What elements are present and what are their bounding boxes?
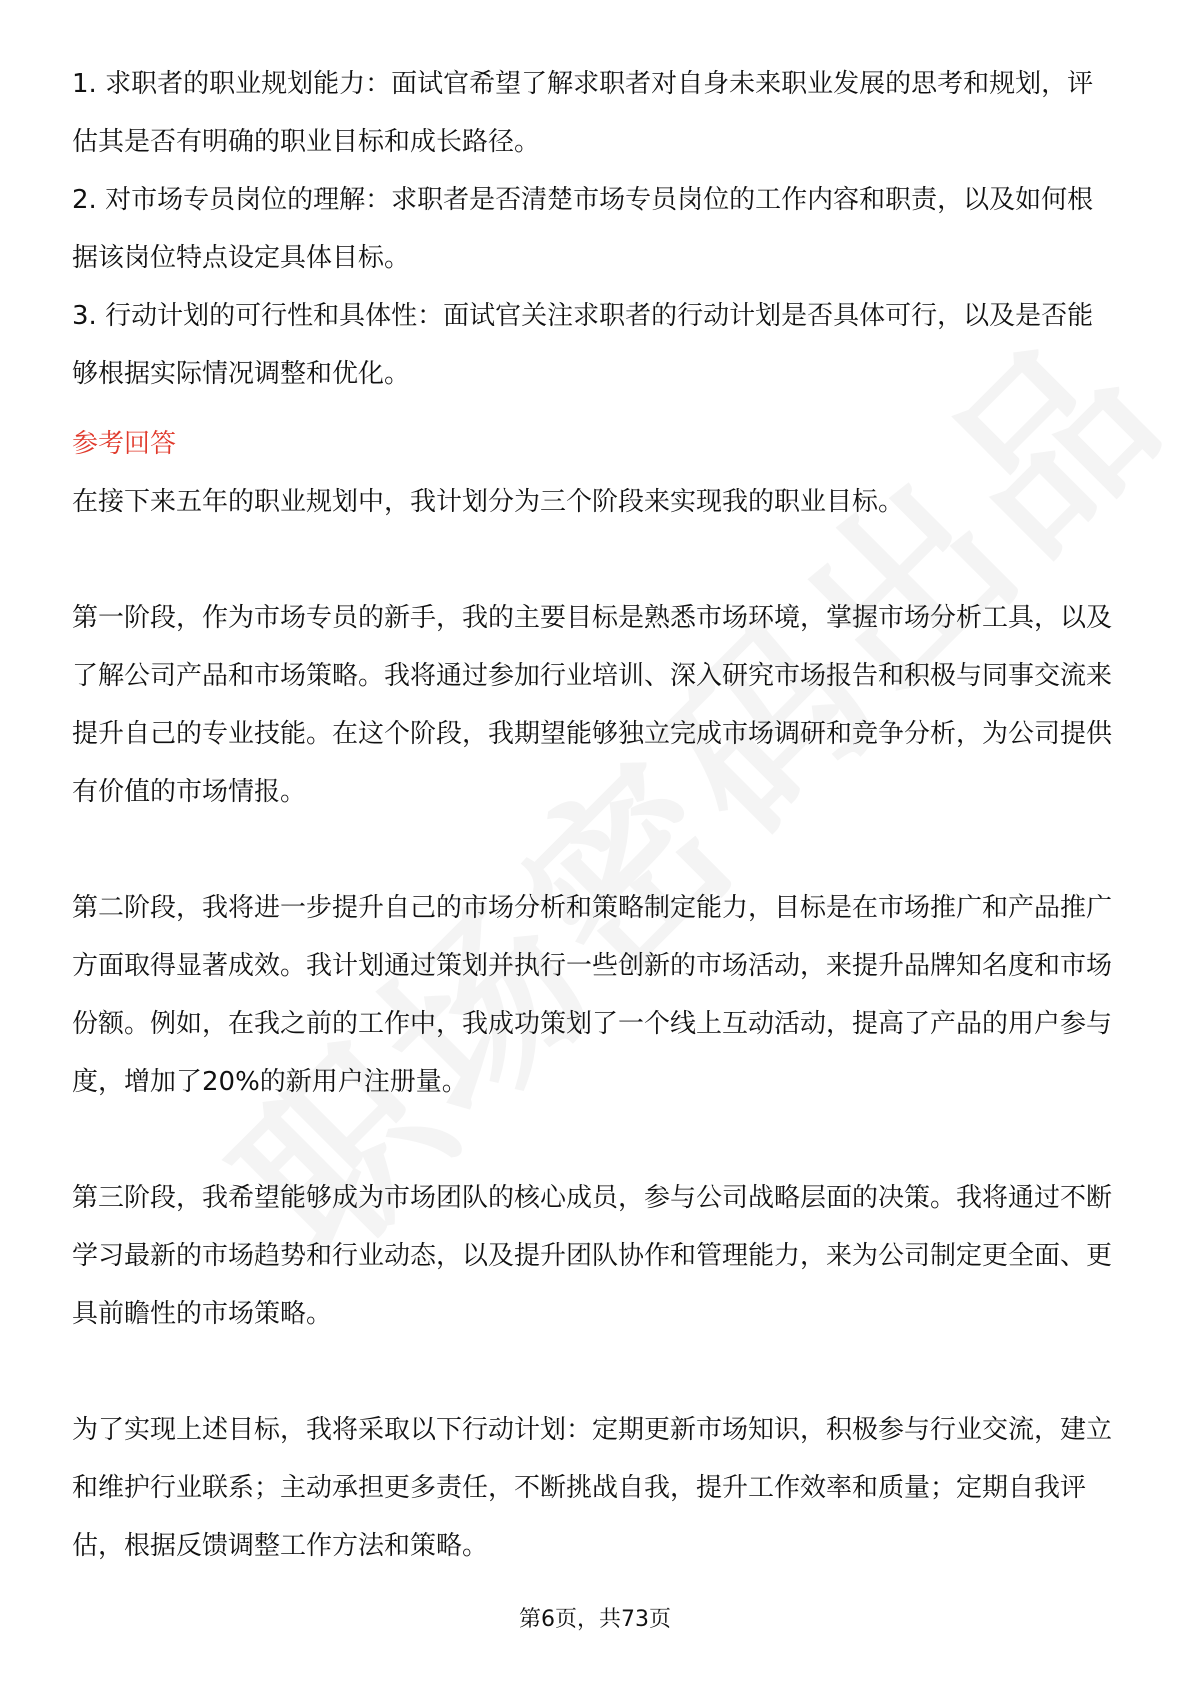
requirement-item: 2. 对市场专员岗位的理解：求职者是否清楚市场专员岗位的工作内容和职责，以及如何根据该岗位特点设定具体目标。 bbox=[72, 185, 1094, 273]
answer-paragraph: 第二阶段，我将进一步提升自己的市场分析和策略制定能力，目标是在市场推广和产品推广方面取得显著成效。我计划通过策划并执行一些创新的市场活动，来提升品牌知名度和市场份额。例如，在我之前的工作中，我成功策划了一个线上互动活动，提高了产品的用户参与度，增加了20%的新用户注册量。 bbox=[72, 893, 1113, 1097]
document-body bbox=[72, 55, 1118, 1575]
requirement-item: 1. 求职者的职业规划能力：面试官希望了解求职者对自身未来职业发展的思考和规划，评估其是否有明确的职业目标和成长路径。 bbox=[72, 69, 1094, 157]
intro-paragraph: 在接下来五年的职业规划中，我计划分为三个阶段来实现我的职业目标。 bbox=[72, 487, 905, 517]
answer-paragraph: 第三阶段，我希望能够成为市场团队的核心成员，参与公司战略层面的决策。我将通过不断学习最新的市场趋势和行业动态，以及提升团队协作和管理能力，来为公司制定更全面、更具前瞻性的市场策略。 bbox=[72, 1183, 1113, 1329]
section-heading: 参考回答 bbox=[72, 429, 177, 459]
answer-paragraph: 第一阶段，作为市场专员的新手，我的主要目标是熟悉市场环境，掌握市场分析工具，以及了解公司产品和市场策略。我将通过参加行业培训、深入研究市场报告和积极与同事交流来提升自己的专业技能。在这个阶段，我期望能够独立完成市场调研和竞争分析，为公司提供有价值的市场情报。 bbox=[72, 603, 1113, 807]
requirement-item: 3. 行动计划的可行性和具体性：面试官关注求职者的行动计划是否具体可行，以及是否能够根据实际情况调整和优化。 bbox=[72, 301, 1094, 389]
page-number: 第6页，共73页 bbox=[519, 1607, 671, 1632]
answer-paragraph: 为了实现上述目标，我将采取以下行动计划：定期更新市场知识，积极参与行业交流，建立和维护行业联系；主动承担更多责任，不断挑战自我，提升工作效率和质量；定期自我评估，根据反馈调整工作方法和策略。 bbox=[72, 1415, 1113, 1561]
